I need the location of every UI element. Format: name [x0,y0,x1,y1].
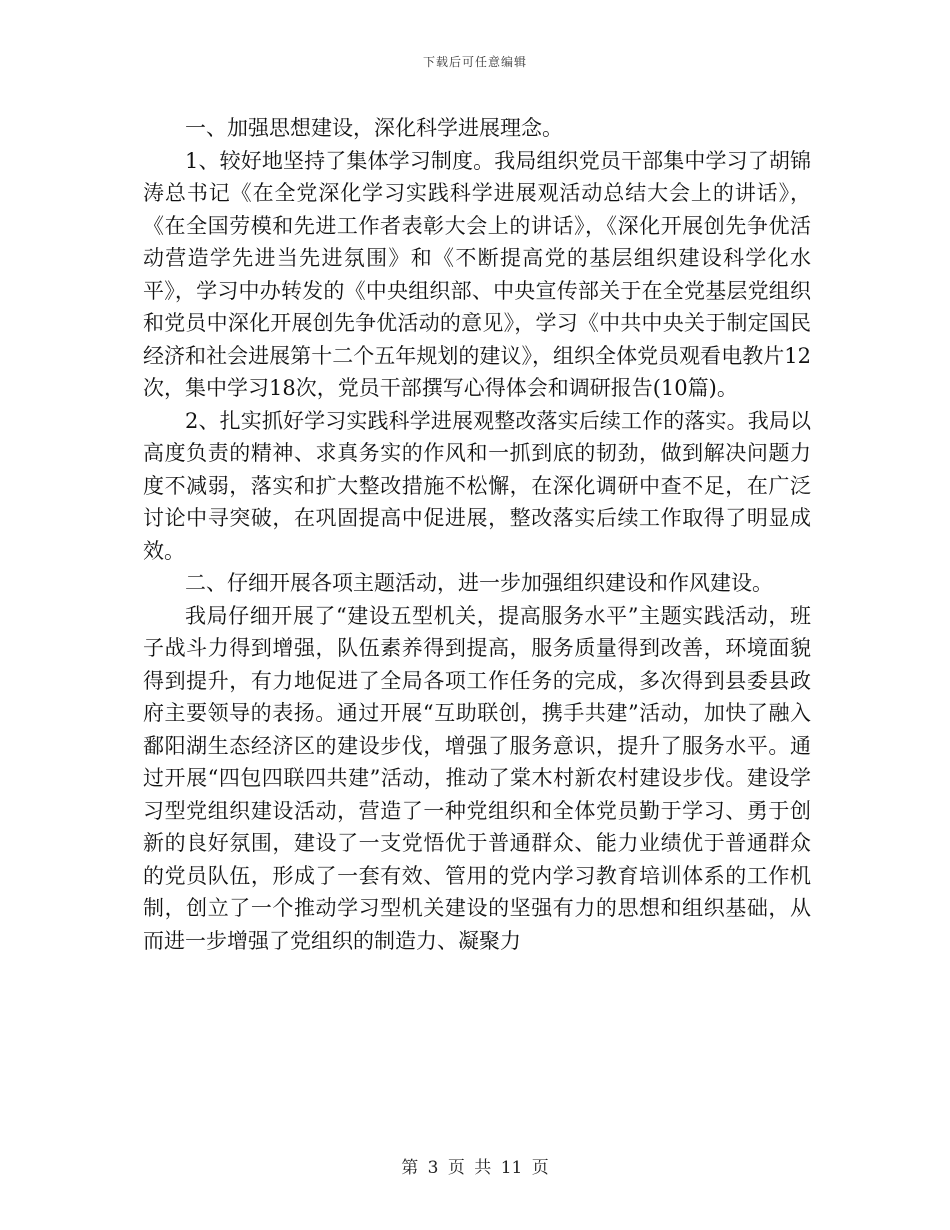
page-number-footer: 第 3 页 共 11 页 [401,1158,549,1178]
paragraph-collective-study: 1、较好地坚持了集体学习制度。我局组织党员干部集中学习了胡锦涛总书记《在全党深化学习实践科学进展观活动总结大会上的讲话》，《在全国劳模和先进工作者表彰大会上的讲话》，《深化开展创先争优活动营造学先进当先进氛围》和《不断提高党的基层组织建设科学化水平》，学习中办转发的《中央组织部、中央宣传部关于在全党基层党组织和党员中深化开展创先争优活动的意见》，学习《中共中央关于制定国民经济和社会进展第十二个五年规划的建议》，组织全体党员观看电教片12次，集中学习18次，党员干部撰写心得体会和调研报告(10篇)。 [143,148,811,400]
paragraph-rectification: 2、扎实抓好学习实践科学进展观整改落实后续工作的落实。我局以高度负责的精神、求真务实的作风和一抓到底的韧劲，做到解决问题力度不减弱，落实和扩大整改措施不松懈，在深化调研中查不足，在广泛讨论中寻突破，在巩固提高中促进展，整改落实后续工作取得了明显成效。 [143,408,811,563]
section-heading-2: 二、仔细开展各项主题活动，进一步加强组织建设和作风建设。 [185,571,773,595]
section-heading-1: 一、加强思想建设，深化科学进展理念。 [185,116,563,140]
document-body [143,112,811,957]
paragraph-theme-activities: 我局仔细开展了“建设五型机关，提高服务水平”主题实践活动，班子战斗力得到增强，队伍素养得到提高，服务质量得到改善，环境面貌得到提升，有力地促进了全局各项工作任务的完成，多次得到县委县政府主要领导的表扬。通过开展“互助联创，携手共建”活动，加快了融入鄱阳湖生态经济区的建设步伐，增强了服务意识，提升了服务水平。通过开展“四包四联四共建”活动，推动了棠木村新农村建设步伐。建设学习型党组织建设活动，营造了一种党组织和全体党员勤于学习、勇于创新的良好氛围，建设了一支党悟优于普通群众、能力业绩优于普通群众的党员队伍，形成了一套有效、管用的党内学习教育培训体系的工作机制，创立了一个推动学习型机关建设的坚强有力的思想和组织基础，从而进一步增强了党组织的制造力、凝聚力 [143,603,811,953]
page-header-note: 下载后可任意编辑 [422,55,527,69]
